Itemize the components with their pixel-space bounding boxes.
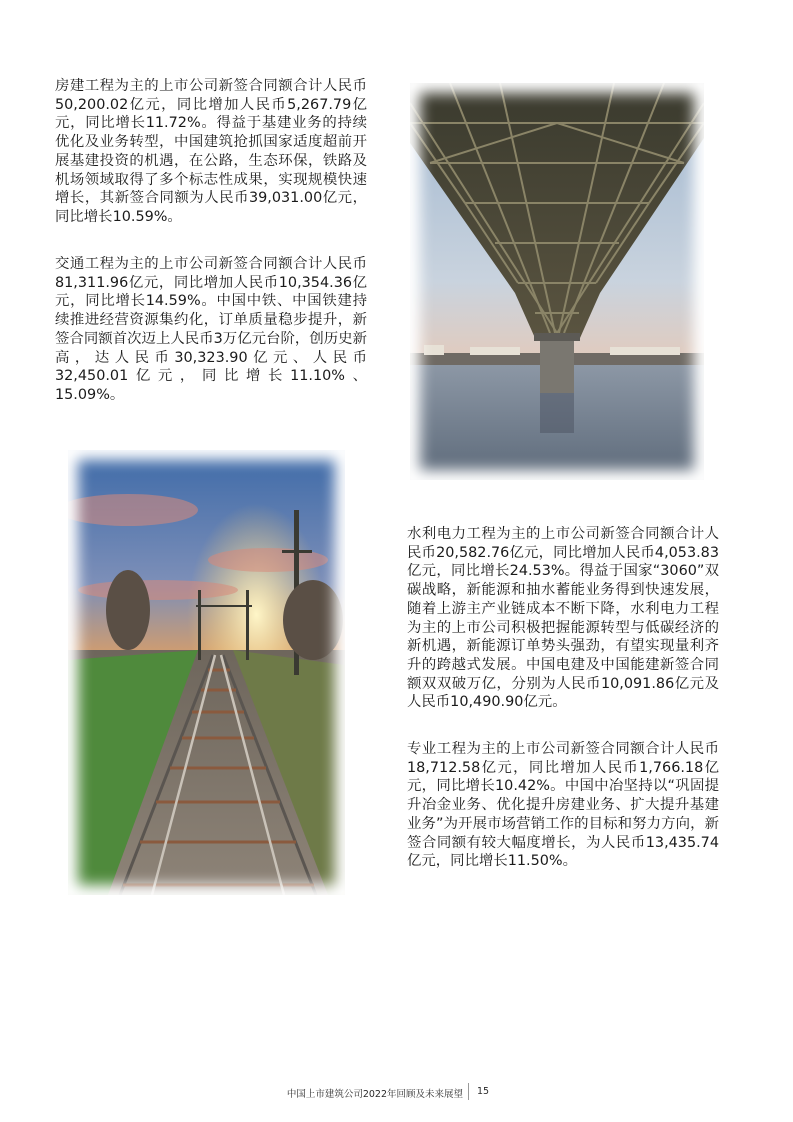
page-footer [0,1083,793,1103]
bridge-photo [410,83,704,480]
footer-report-title: 中国上市建筑公司2022年回顾及未来展望 [286,1089,463,1100]
page-number: 15 [477,1086,490,1097]
footer-divider [468,1083,469,1100]
paragraph-transport-engineering: 交通工程为主的上市公司新签合同额合计人民币81,311.96亿元，同比增加人民币10,354.36亿元，同比增长14.59%。中国中铁、中国铁建持续推进经营资源集约化，订单质量稳步提升，新签合同额首次迈上人民币3万亿元台阶，创历史新高，达人民币30,323.90亿元、人民币32,450.01亿元，同比增长11.10%、15.09%。 [55,256,367,403]
paragraph-hydropower-engineering: 水利电力工程为主的上市公司新签合同额合计人民币20,582.76亿元，同比增加人民币4,053.83亿元，同比增长24.53%。得益于国家“3060”双碳战略，新能源和抽水蓄能业务得到快速发展，随着上游主产业链成本不断下降，水利电力工程为主的上市公司积极把握能源转型与低碳经济的新机遇，新能源订单势头强劲，有望实现量利齐升的跨越式发展。中国电建及中国能建新签合同额双双破万亿，分别为人民币10,091.86亿元及人民币10,490.90亿元。 [407,526,719,711]
railway-photo [68,450,345,895]
paragraph-housing-construction: 房建工程为主的上市公司新签合同额合计人民币50,200.02亿元，同比增加人民币5,267.79亿元，同比增长11.72%。得益于基建业务的持续优化及业务转型，中国建筑抢抓国家适度超前开展基建投资的机遇，在公路，生态环保，铁路及机场领域取得了多个标志性成果，实现规模快速增长，其新签合同额为人民币39,031.00亿元，同比增长10.59%。 [55,78,367,225]
paragraph-specialized-engineering: 专业工程为主的上市公司新签合同额合计人民币18,712.58亿元，同比增加人民币1,766.18亿元，同比增长10.42%。中国中冶坚持以“巩固提升冶金业务、优化提升房建业务、扩大提升基建业务”为开展市场营销工作的目标和努力方向，新签合同额有较大幅度增长，为人民币13,435.74亿元，同比增长11.50%。 [407,741,719,870]
